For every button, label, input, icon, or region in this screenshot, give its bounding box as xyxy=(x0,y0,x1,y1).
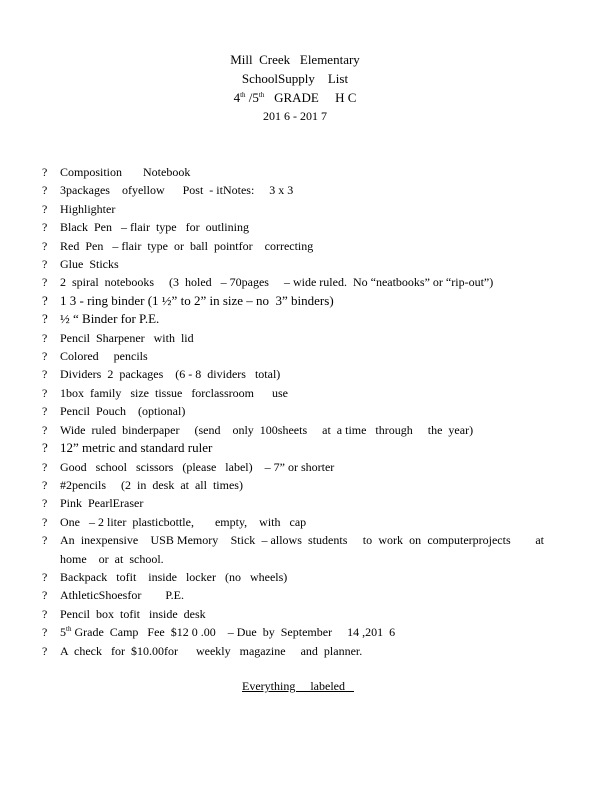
bullet-marker: ? xyxy=(42,367,48,382)
bullet-marker: ? xyxy=(42,606,48,621)
list-item xyxy=(0,310,600,328)
list-item xyxy=(0,476,600,494)
list-item-text: 3packages ofyellow Post - itNotes: 3 x 3 xyxy=(60,183,294,198)
list-item-text: Colored pencils xyxy=(60,349,148,364)
list-item-text: Grade Camp Fee $12 0 .00 – Due by September 14 ,201 6 xyxy=(71,625,396,640)
list-item xyxy=(0,623,600,641)
grade-number-a: 4 xyxy=(233,90,241,105)
list-item-text: AthleticShoesfor P.E. xyxy=(60,588,184,603)
bullet-marker: ? xyxy=(42,643,48,658)
bullet-marker: ? xyxy=(42,330,48,345)
school-year: 201 6 - 201 7 xyxy=(263,109,327,123)
list-item-ordinal-suffix: th xyxy=(66,625,72,634)
grade-suffix-b: th xyxy=(258,91,265,99)
list-item-text: Backpack tofit inside locker (no wheels) xyxy=(60,569,288,584)
everything-labeled-note: Everything labeled xyxy=(242,679,354,693)
bullet-marker: ? xyxy=(42,349,48,364)
grade-number-b: /5 xyxy=(245,90,259,105)
list-item xyxy=(0,494,600,512)
bullet-marker: ? xyxy=(42,496,48,511)
list-item-text: 1 3 - ring binder (1 ½” to 2” in size – no 3” binders) xyxy=(60,292,334,308)
bullet-marker: ? xyxy=(42,459,48,474)
list-item xyxy=(0,605,600,623)
bullet-marker: ? xyxy=(42,238,48,253)
bullet-marker: ? xyxy=(42,625,48,640)
list-item xyxy=(0,200,600,218)
supply-list xyxy=(0,163,600,660)
list-item-text: Good school scissors (please label) – 7” or shorter xyxy=(60,459,335,474)
bullet-marker: ? xyxy=(42,275,48,290)
list-item-text: Pink PearlEraser xyxy=(60,496,144,511)
bullet-marker: ? xyxy=(42,257,48,272)
list-item-text: An inexpensive USB Memory Stick – allows students to work on computerprojects at home or at school. xyxy=(60,533,547,566)
list-item-text: Composition Notebook xyxy=(60,165,191,179)
bullet-marker: ? xyxy=(42,440,48,456)
list-item-text: Wide ruled binderpaper (send only 100sheets at a time through the year) xyxy=(60,422,474,437)
list-item-text: #2pencils (2 in desk at all times) xyxy=(60,477,243,492)
grade-label: GRADE H C xyxy=(264,90,357,105)
list-item xyxy=(0,458,600,476)
list-item xyxy=(0,347,600,365)
list-item xyxy=(0,163,600,181)
bullet-marker: ? xyxy=(42,588,48,603)
list-item xyxy=(0,255,600,273)
school-name: Mill Creek Elementary xyxy=(230,52,360,67)
bullet-marker: ? xyxy=(42,422,48,437)
list-item-text: One – 2 liter plasticbottle, empty, with cap xyxy=(60,514,307,529)
document-header xyxy=(0,50,590,125)
list-item-text: Glue Sticks xyxy=(60,257,119,272)
list-item xyxy=(0,384,600,402)
list-item-text: Dividers 2 packages (6 - 8 dividers total) xyxy=(60,367,281,382)
bullet-marker: ? xyxy=(42,404,48,419)
list-item-text: ½ “ Binder for P.E. xyxy=(60,311,160,327)
list-item xyxy=(0,273,600,291)
list-item xyxy=(0,292,600,310)
list-item-text: Pencil Pouch (optional) xyxy=(60,404,186,419)
list-item xyxy=(0,218,600,236)
document-title: SchoolSupply List xyxy=(241,71,349,86)
list-item xyxy=(0,586,600,604)
bullet-marker: ? xyxy=(42,477,48,492)
list-item-text: A check for $10.00for weekly magazine and planner. xyxy=(60,643,363,658)
list-item-text: 2 spiral notebooks (3 holed – 70pages – wide ruled. No “neatbooks” or “rip-out”) xyxy=(60,275,494,290)
list-item xyxy=(0,513,600,531)
bullet-marker: ? xyxy=(42,569,48,584)
list-item-text: 12” metric and standard ruler xyxy=(60,440,213,456)
list-item xyxy=(0,365,600,383)
list-item-number: 5 xyxy=(60,625,66,640)
list-item-text: 1box family size tissue forclassroom use xyxy=(60,385,288,400)
list-item xyxy=(0,531,600,568)
bullet-marker: ? xyxy=(42,385,48,400)
footer-note xyxy=(0,679,596,694)
list-item xyxy=(0,568,600,586)
bullet-marker: ? xyxy=(42,201,48,216)
bullet-marker: ? xyxy=(42,311,48,327)
list-item-text: Pencil Sharpener with lid xyxy=(60,330,194,345)
list-item xyxy=(0,439,600,457)
grade-line xyxy=(0,88,590,107)
list-item xyxy=(0,181,600,199)
list-item-text: Pencil box tofit inside desk xyxy=(60,606,206,621)
list-item xyxy=(0,237,600,255)
list-item-text: Red Pen – flair type or ball pointfor correcting xyxy=(60,238,314,253)
list-item xyxy=(0,642,600,660)
list-item-text: Highlighter xyxy=(60,201,116,216)
bullet-marker: ? xyxy=(42,183,48,198)
list-item-text: Black Pen – flair type for outlining xyxy=(60,220,249,235)
grade-suffix-a: th xyxy=(240,91,246,99)
bullet-marker: ? xyxy=(42,292,48,308)
list-item xyxy=(0,329,600,347)
list-item xyxy=(0,402,600,420)
bullet-marker: ? xyxy=(42,533,48,548)
bullet-marker: ? xyxy=(42,165,48,179)
list-item xyxy=(0,421,600,439)
bullet-marker: ? xyxy=(42,220,48,235)
bullet-marker: ? xyxy=(42,514,48,529)
